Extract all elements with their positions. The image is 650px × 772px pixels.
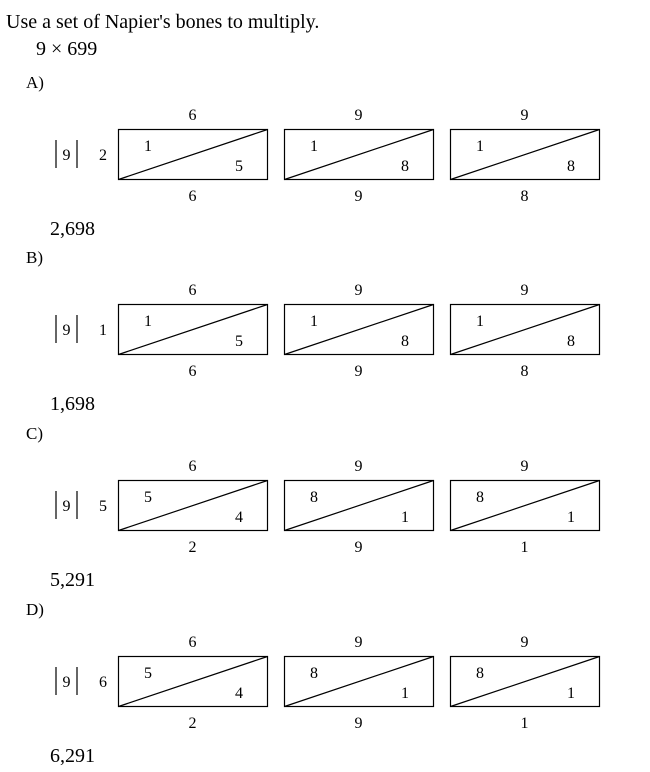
bone-cell-diagonal	[119, 481, 268, 531]
bone-cell-upper-digit: 8	[310, 665, 318, 682]
problem-expression: 9 × 699	[36, 38, 98, 60]
multiplier-digit: 9	[62, 322, 71, 339]
bone-bottom-digit: 6	[188, 363, 197, 380]
bone-top-digit: 6	[188, 458, 197, 475]
napier-bones-svg	[0, 451, 650, 581]
bone-cell-diagonal	[119, 130, 268, 180]
napier-bones-figure	[0, 275, 650, 405]
bone-bottom-digit: 1	[520, 539, 529, 556]
bone-cell-diagonal	[451, 305, 600, 355]
bone-cell-lower-digit: 1	[567, 685, 575, 702]
multiplier-digit: 9	[62, 498, 71, 515]
multiplier-digit: 9	[62, 674, 71, 691]
bone-cell-lower-digit: 4	[235, 685, 243, 702]
napier-bones-svg	[0, 100, 650, 230]
bone-cell-diagonal	[451, 481, 600, 531]
option-label[interactable]: D)	[26, 600, 44, 619]
bone-top-digit: 9	[354, 458, 363, 475]
bone-cell-lower-digit: 4	[235, 509, 243, 526]
napier-bones-figure	[0, 100, 650, 230]
bone-bottom-digit: 2	[188, 539, 197, 556]
option-label[interactable]: C)	[26, 424, 43, 443]
option-answer[interactable]: 6,291	[50, 745, 95, 767]
row-digit: 5	[99, 498, 107, 515]
bone-bottom-digit: 9	[354, 715, 363, 732]
bone-cell-upper-digit: 1	[144, 138, 152, 155]
bone-top-digit: 9	[354, 107, 363, 124]
bone-cell-upper-digit: 1	[476, 313, 484, 330]
bone-cell-diagonal	[285, 305, 434, 355]
bone-top-digit: 6	[188, 107, 197, 124]
bone-cell-diagonal	[119, 305, 268, 355]
bone-cell-upper-digit: 1	[476, 138, 484, 155]
bone-cell-diagonal	[451, 657, 600, 707]
bone-top-digit: 9	[520, 107, 529, 124]
bone-cell-upper-digit: 8	[476, 489, 484, 506]
row-digit: 1	[99, 322, 107, 339]
bone-bottom-digit: 9	[354, 363, 363, 380]
bone-bottom-digit: 8	[520, 363, 529, 380]
bone-cell-upper-digit: 8	[476, 665, 484, 682]
bone-top-digit: 9	[354, 282, 363, 299]
bone-bottom-digit: 2	[188, 715, 197, 732]
bone-top-digit: 6	[188, 634, 197, 651]
bone-cell-lower-digit: 8	[401, 158, 409, 175]
napier-bones-figure	[0, 451, 650, 581]
bone-bottom-digit: 6	[188, 188, 197, 205]
bone-top-digit: 9	[520, 634, 529, 651]
bone-cell-lower-digit: 1	[567, 509, 575, 526]
bone-cell-upper-digit: 8	[310, 489, 318, 506]
bone-cell-lower-digit: 1	[401, 509, 409, 526]
bone-cell-upper-digit: 5	[144, 489, 152, 506]
bone-cell-diagonal	[119, 657, 268, 707]
option-label[interactable]: A)	[26, 73, 44, 92]
question-text: Use a set of Napier's bones to multiply.	[6, 11, 320, 33]
bone-cell-diagonal	[285, 657, 434, 707]
bone-cell-lower-digit: 8	[401, 333, 409, 350]
bone-cell-lower-digit: 5	[235, 158, 243, 175]
bone-top-digit: 9	[520, 282, 529, 299]
bone-bottom-digit: 9	[354, 539, 363, 556]
bone-cell-diagonal	[285, 481, 434, 531]
bone-cell-upper-digit: 1	[310, 138, 318, 155]
bone-top-digit: 9	[520, 458, 529, 475]
bone-bottom-digit: 1	[520, 715, 529, 732]
napier-bones-svg	[0, 627, 650, 757]
bone-bottom-digit: 8	[520, 188, 529, 205]
bone-top-digit: 6	[188, 282, 197, 299]
bone-cell-upper-digit: 1	[310, 313, 318, 330]
bone-top-digit: 9	[354, 634, 363, 651]
bone-cell-lower-digit: 1	[401, 685, 409, 702]
bone-cell-lower-digit: 8	[567, 333, 575, 350]
bone-cell-upper-digit: 1	[144, 313, 152, 330]
bone-cell-upper-digit: 5	[144, 665, 152, 682]
napier-bones-svg	[0, 275, 650, 405]
row-digit: 2	[99, 147, 107, 164]
bone-bottom-digit: 9	[354, 188, 363, 205]
option-answer[interactable]: 1,698	[50, 393, 95, 415]
bone-cell-lower-digit: 5	[235, 333, 243, 350]
bone-cell-diagonal	[285, 130, 434, 180]
multiplier-digit: 9	[62, 147, 71, 164]
option-answer[interactable]: 5,291	[50, 569, 95, 591]
option-label[interactable]: B)	[26, 248, 43, 267]
bone-cell-diagonal	[451, 130, 600, 180]
option-answer[interactable]: 2,698	[50, 218, 95, 240]
napier-bones-figure	[0, 627, 650, 757]
bone-cell-lower-digit: 8	[567, 158, 575, 175]
row-digit: 6	[99, 674, 107, 691]
